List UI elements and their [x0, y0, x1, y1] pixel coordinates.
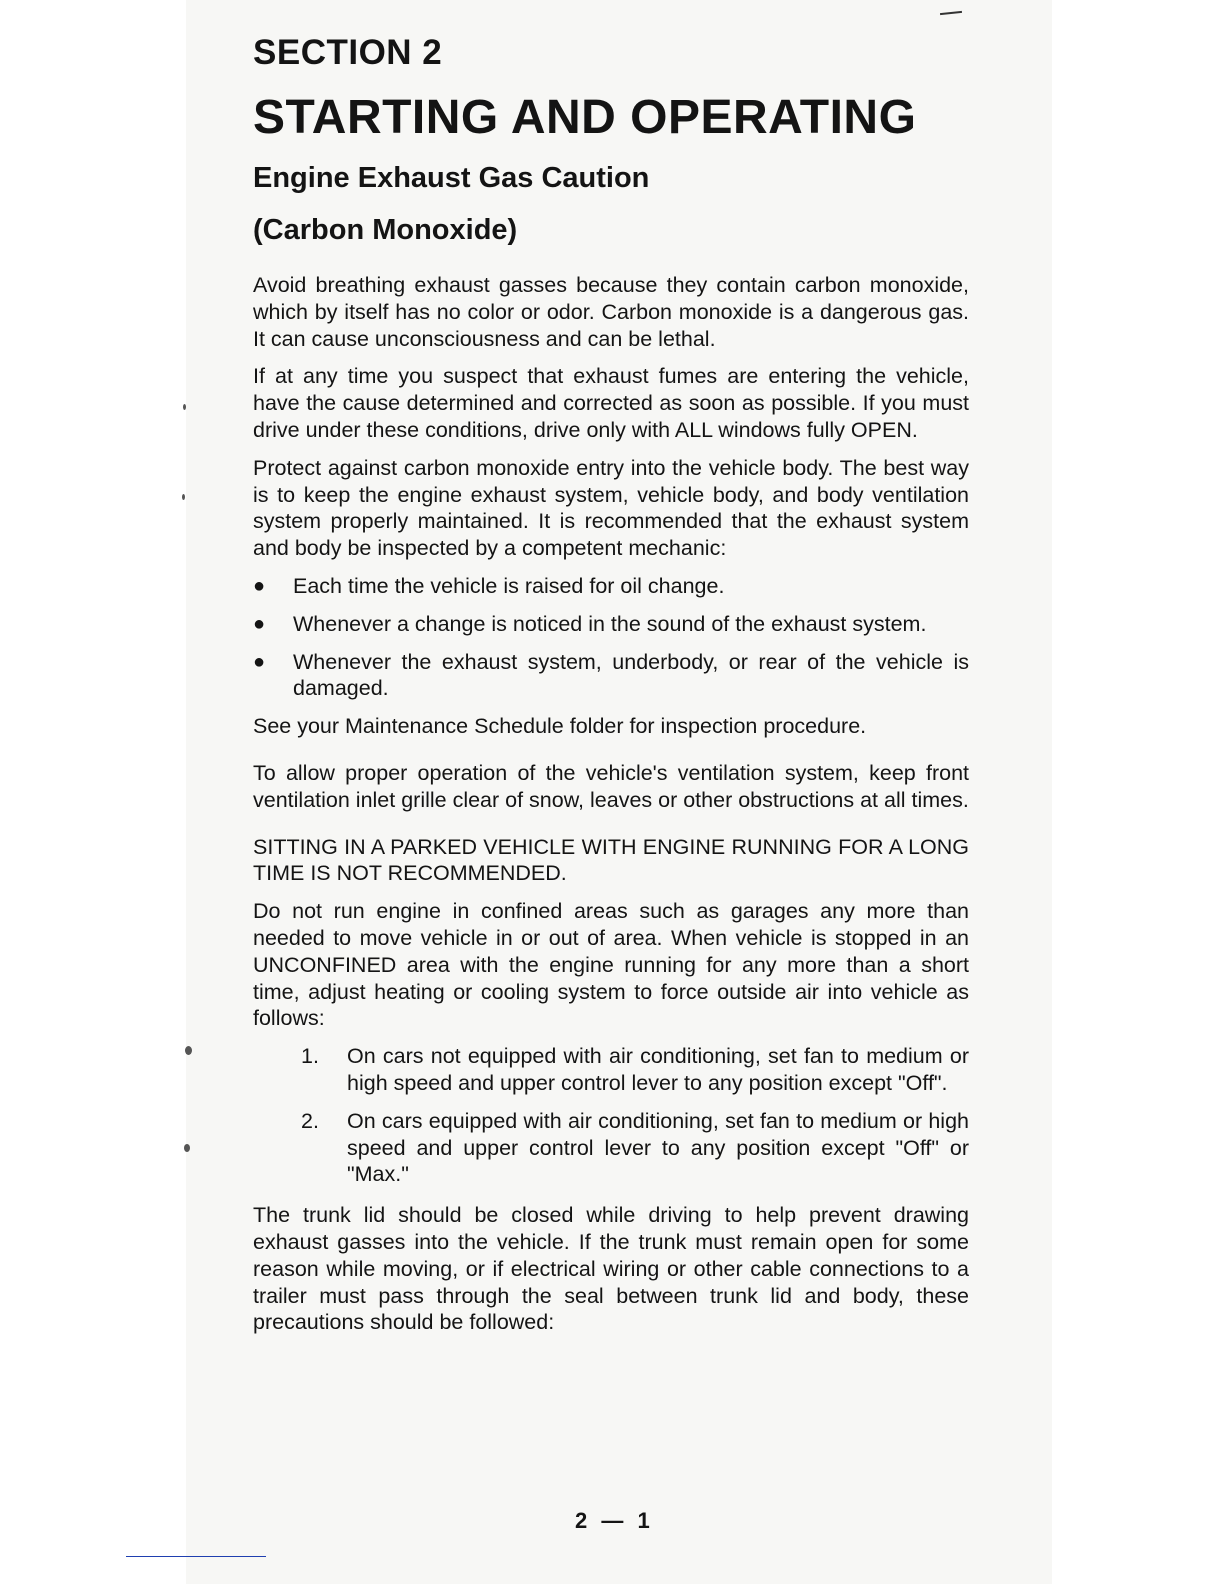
paragraph: Avoid breathing exhaust gasses because they contain carbon monoxide, which by itself has no color or odor. Carbon monoxide is a dangerous gas. It can cause unconsciousness and can be lethal.	[253, 273, 969, 351]
paragraph: The trunk lid should be closed while driving to help prevent drawing exhaust gasses into the vehicle. If the trunk must remain open for some reason while moving, or if electrical wiring or other cable connections to a trailer must pass through the seal between trunk lid and body, these precautions should be followed:	[253, 1203, 969, 1335]
scan-speck	[184, 1144, 190, 1152]
scan-speck	[183, 404, 186, 410]
page-title: STARTING AND OPERATING	[253, 91, 917, 144]
paragraph: Do not run engine in confined areas such as garages any more than needed to move vehicle in or out of area. When vehicle is stopped in an UNCONFINED area with the engine running for any more than a short time, adjust heating or cooling system to force outside air into vehicle as follows:	[253, 899, 969, 1031]
ventilation-steps-list	[301, 1043, 969, 1188]
list-item	[253, 649, 969, 703]
caution-subheading: (Carbon Monoxide)	[253, 214, 518, 246]
list-item	[301, 1043, 969, 1097]
step-number: 2.	[301, 1108, 319, 1133]
paragraph: Protect against carbon monoxide entry into the vehicle body. The best way is to keep the engine exhaust system, vehicle body, and body ventilation system properly maintained. It is recommended that the exhaust system and body be inspected by a competent mechanic:	[253, 455, 969, 561]
list-item-text: Whenever the exhaust system, underbody, or rear of the vehicle is damaged.	[293, 649, 969, 701]
step-text: On cars not equipped with air conditioning, set fan to medium or high speed and upper control lever to any position except "Off".	[347, 1044, 969, 1095]
caution-heading: Engine Exhaust Gas Caution	[253, 162, 650, 194]
page-content	[253, 30, 969, 1347]
paragraph: To allow proper operation of the vehicle's ventilation system, keep front ventilation inlet grille clear of snow, leaves or other obstructions at all times.	[253, 760, 969, 812]
scan-speck	[182, 494, 185, 500]
bullet-icon: ●	[253, 650, 266, 673]
inspection-bullet-list	[253, 573, 969, 702]
section-label: SECTION 2	[253, 33, 443, 72]
step-number: 1.	[301, 1044, 319, 1069]
list-item-text: Each time the vehicle is raised for oil change.	[293, 573, 725, 598]
warning-paragraph: SITTING IN A PARKED VEHICLE WITH ENGINE RUNNING FOR A LONG TIME IS NOT RECOMMENDED.	[253, 834, 969, 886]
page-number: 2 — 1	[575, 1508, 654, 1533]
list-item	[253, 573, 969, 600]
list-item	[301, 1108, 969, 1188]
paragraph: If at any time you suspect that exhaust fumes are entering the vehicle, have the cause determined and corrected as soon as possible. If you must drive under these conditions, drive only with ALL windows fully OPEN.	[253, 364, 969, 442]
paragraph: See your Maintenance Schedule folder for inspection procedure.	[253, 714, 867, 739]
scan-speck	[185, 1046, 192, 1055]
list-item	[253, 611, 969, 638]
list-item-text: Whenever a change is noticed in the sound of the exhaust system.	[293, 611, 927, 636]
footer-link-line	[126, 1556, 266, 1557]
bullet-icon: ●	[253, 612, 266, 635]
step-text: On cars equipped with air conditioning, set fan to medium or high speed and upper control lever to any position except "Off" or "Max."	[347, 1108, 969, 1187]
bullet-icon: ●	[253, 574, 266, 597]
